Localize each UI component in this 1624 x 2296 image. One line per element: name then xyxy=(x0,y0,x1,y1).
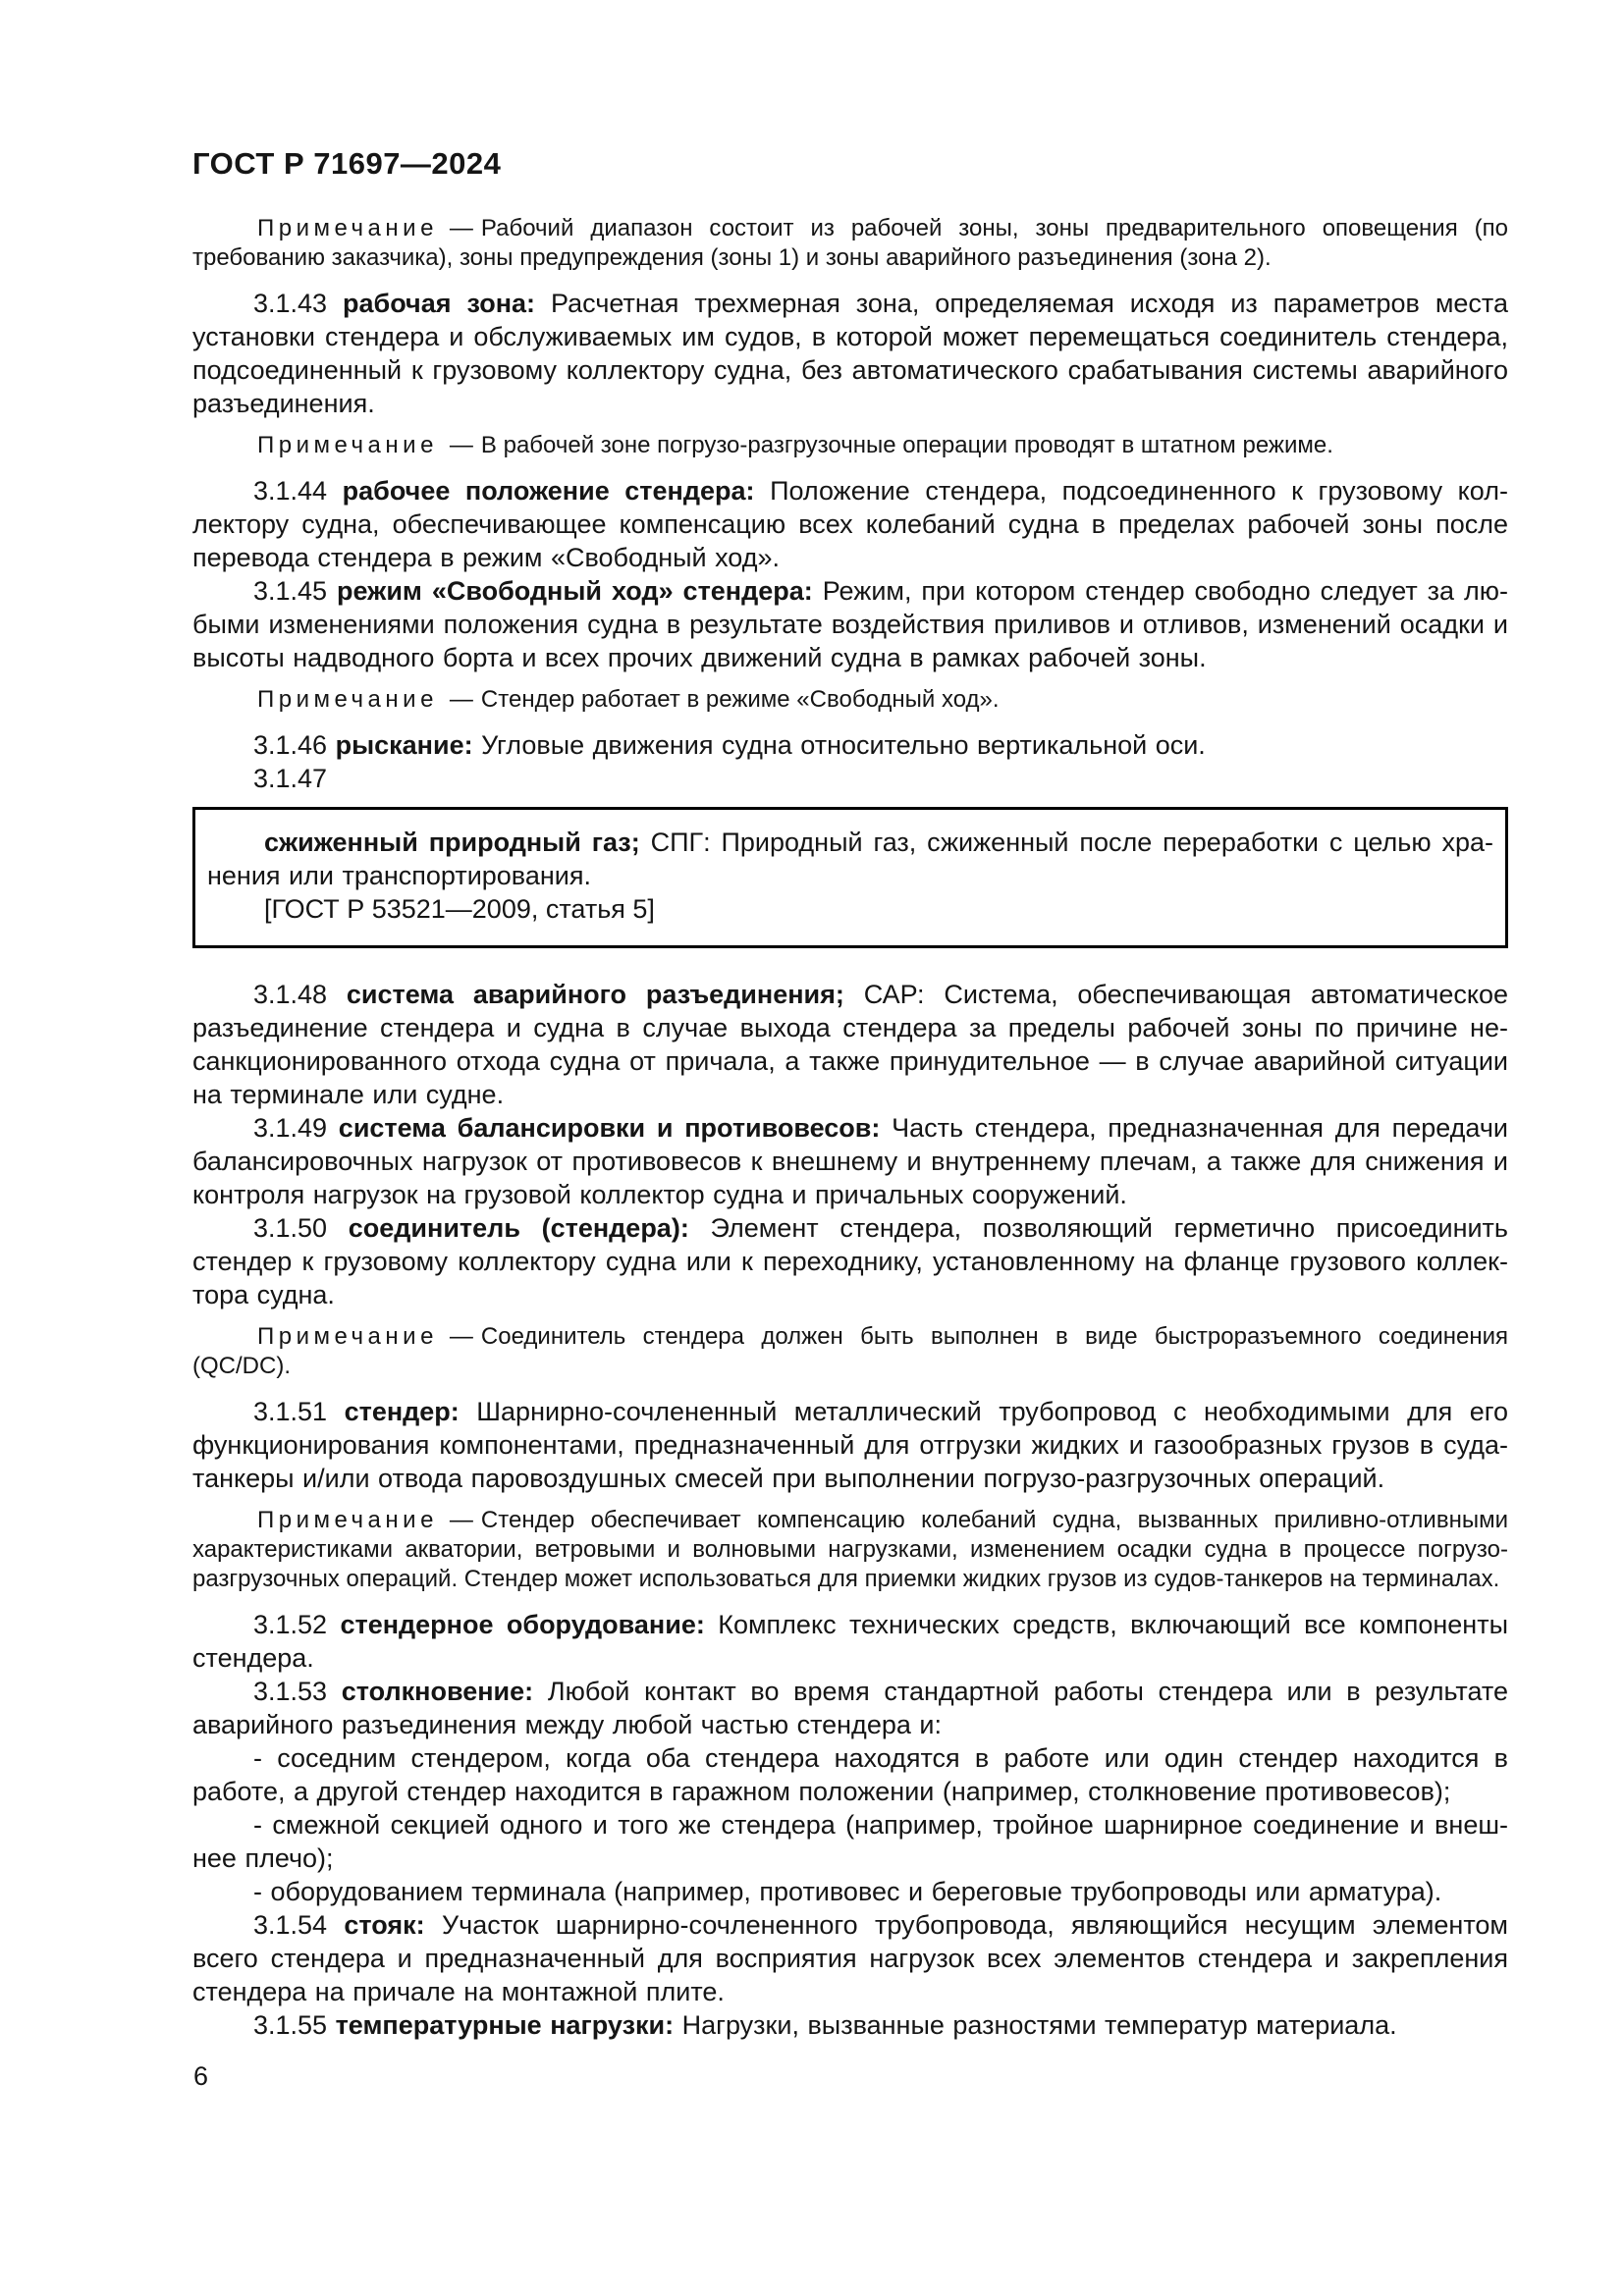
term-paragraph xyxy=(192,1395,1508,1495)
definition-box xyxy=(192,807,1508,948)
term-number: 3.1.49 xyxy=(253,1113,339,1143)
term-title: система аварийного разъединения; xyxy=(346,980,864,1009)
term-number: 3.1.46 xyxy=(253,730,336,760)
term-title: рабочее положение стендера: xyxy=(342,476,771,506)
note-label: Примечание xyxy=(257,215,438,241)
term-paragraph xyxy=(192,2008,1508,2042)
boxed-source-reference: [ГОСТ Р 53521—2009, статья 5] xyxy=(264,894,655,924)
term-definition: Режим, при котором стендер свободно следует за любыми изменениями положения судна в результате воздействия приливов и отливов, изменений осадки и высоты надводного борта и всех прочих движений судна в рамках рабочей зоны. xyxy=(192,576,1508,672)
note-paragraph xyxy=(192,1506,1508,1594)
note-paragraph xyxy=(192,1322,1508,1381)
term-number: 3.1.47 xyxy=(253,764,328,793)
note-label: Примечание xyxy=(257,432,438,458)
term-title: стояк: xyxy=(344,1910,442,1940)
term-definition: Шарнирно-сочлененный металлический трубопровод с необходимыми для его функционирования компонентами, предназначенный для отгрузки жидких и газообразных грузов в суда-танкеры и/или отвода паровоздушных смесей при выполнении погрузо-разгрузочных операций. xyxy=(192,1397,1508,1493)
note-dash: — xyxy=(449,432,473,458)
term-number: 3.1.53 xyxy=(253,1677,342,1706)
term-definition: Элемент стендера, позволяющий герметично присоединить стендер к грузовому коллектору судна или к переходнику, установленному на фланце грузового коллектора судна. xyxy=(192,1213,1508,1309)
term-title: система балансировки и противовесов: xyxy=(338,1113,893,1143)
document-title: ГОСТ Р 71697—2024 xyxy=(192,146,502,181)
note-text: Стендер работает в режиме «Свободный ход». xyxy=(480,686,1000,713)
term-title: стендер: xyxy=(344,1397,477,1426)
note-label: Примечание xyxy=(257,686,438,713)
term-paragraph xyxy=(192,1608,1508,1675)
term-paragraph xyxy=(192,762,1508,795)
term-paragraph xyxy=(192,1675,1508,1741)
list-item: - смежной секцией одного и того же стендера (например, тройное шарнирное соединение и внешнее плечо); xyxy=(192,1810,1508,1873)
term-paragraph xyxy=(192,1211,1508,1311)
term-number: 3.1.48 xyxy=(253,980,347,1009)
note-dash: — xyxy=(449,1507,473,1533)
note-text: Соединитель стендера должен быть выполнен в виде быстроразъемного соединения (QC/DC). xyxy=(192,1323,1508,1379)
list-item: - соседним стендером, когда оба стендера находятся в работе или один стендер находится в работе, а другой стендер находится в гаражном положении (например, столкновение противовесов); xyxy=(192,1743,1508,1806)
term-number: 3.1.45 xyxy=(253,576,338,606)
term-number: 3.1.44 xyxy=(253,476,343,506)
note-text: Стендер обеспечивает компенсацию колебаний судна, вызванных приливно-отливными характеристиками акватории, ветровыми и волновыми нагрузками, изменением осадки судна в процессе погрузо-разгрузочных операций. Стендер может использоваться для приемки жидких грузов из судов-танкеров на терминалах. xyxy=(192,1507,1508,1592)
note-text: Рабочий диапазон состоит из рабочей зоны, зоны предварительного оповещения (по требованию заказчика), зоны предупреждения (зоны 1) и зоны аварийного разъединения (зона 2). xyxy=(192,215,1508,271)
term-number: 3.1.50 xyxy=(253,1213,349,1243)
boxed-term-definition: СПГ: Природный газ, сжиженный после переработки с целью хранения или транспортирования. xyxy=(207,828,1493,890)
term-paragraph xyxy=(192,1111,1508,1211)
term-definition: Расчетная трехмерная зона, определяемая исходя из параметров места установки стендера и обслуживаемых им судов, в которой может перемещаться соединитель стендера, подсоединенный к грузовому коллектору судна, без автоматического срабатывания системы аварийного разъединения. xyxy=(192,289,1509,418)
term-definition: Часть стендера, предназначенная для передачи балансировочных нагрузок от противовесов к внешнему и внутреннему плечам, а также для снижения и контроля нагрузок на грузовой коллектор судна и причальных сооружений. xyxy=(192,1113,1508,1209)
term-title: температурные нагрузки: xyxy=(335,2010,682,2040)
page-number: 6 xyxy=(193,2061,209,2091)
note-dash: — xyxy=(449,686,473,713)
boxed-term-paragraph xyxy=(207,826,1493,892)
term-definition: Комплекс технических средств, включающий все компоненты стендера. xyxy=(192,1610,1508,1673)
term-definition: Нагрузки, вызванные разностями температур материала. xyxy=(681,2010,1397,2040)
term-paragraph xyxy=(192,287,1508,420)
term-number: 3.1.52 xyxy=(253,1610,341,1639)
term-definition: Участок шарнирно-сочлененного трубопровода, являющийся несущим элементом всего стендера и предназначенный для восприятия нагрузок всех элементов стендера и закрепления стендера на причале на монтажной плите. xyxy=(192,1910,1508,2006)
term-title: режим «Свободный ход» стендера: xyxy=(337,576,823,606)
term-title: столкновение: xyxy=(341,1677,548,1706)
term-paragraph xyxy=(192,574,1508,674)
note-dash: — xyxy=(449,1323,473,1350)
term-number: 3.1.54 xyxy=(253,1910,345,1940)
note-label: Примечание xyxy=(257,1323,438,1350)
term-title: рабочая зона: xyxy=(343,289,551,318)
term-paragraph xyxy=(192,728,1508,762)
note-label: Примечание xyxy=(257,1507,438,1533)
term-definition: САР: Система, обеспечивающая автоматическое разъединение стендера и судна в случае выхода стендера за пределы рабочей зоны по причине несанкционированного отхода судна от причала, а также принудительное — в случае аварийной ситуации на терминале или судне. xyxy=(192,980,1508,1109)
note-paragraph xyxy=(192,214,1508,273)
list-item: - оборудованием терминала (например, противовес и береговые трубопроводы или арматура). xyxy=(253,1877,1442,1906)
note-text: В рабочей зоне погрузо-разгрузочные операции проводят в штатном режиме. xyxy=(480,432,1333,458)
term-definition: Любой контакт во время стандартной работы стендера или в результате аварийного разъединения между любой частью стендера и: xyxy=(192,1677,1508,1739)
note-paragraph xyxy=(192,685,1508,715)
term-number: 3.1.43 xyxy=(253,289,344,318)
term-paragraph xyxy=(192,978,1508,1111)
document-content xyxy=(192,145,1508,2042)
note-dash: — xyxy=(449,215,473,241)
term-number: 3.1.55 xyxy=(253,2010,336,2040)
term-paragraph xyxy=(192,1908,1508,2008)
term-title: рыскание: xyxy=(335,730,482,760)
term-paragraph xyxy=(192,474,1508,574)
boxed-term-title: сжиженный природный газ; xyxy=(264,828,640,857)
term-number: 3.1.51 xyxy=(253,1397,345,1426)
term-definition: Положение стендера, подсоединенного к грузовому коллектору судна, обеспечивающее компенсацию всех колебаний судна в пределах рабочей зоны после перевода стендера в режим «Свободный ход». xyxy=(192,476,1508,572)
term-definition: Угловые движения судна относительно вертикальной оси. xyxy=(481,730,1206,760)
term-title: соединитель (стендера): xyxy=(348,1213,711,1243)
note-paragraph xyxy=(192,431,1508,460)
term-title: стендерное оборудование: xyxy=(340,1610,719,1639)
